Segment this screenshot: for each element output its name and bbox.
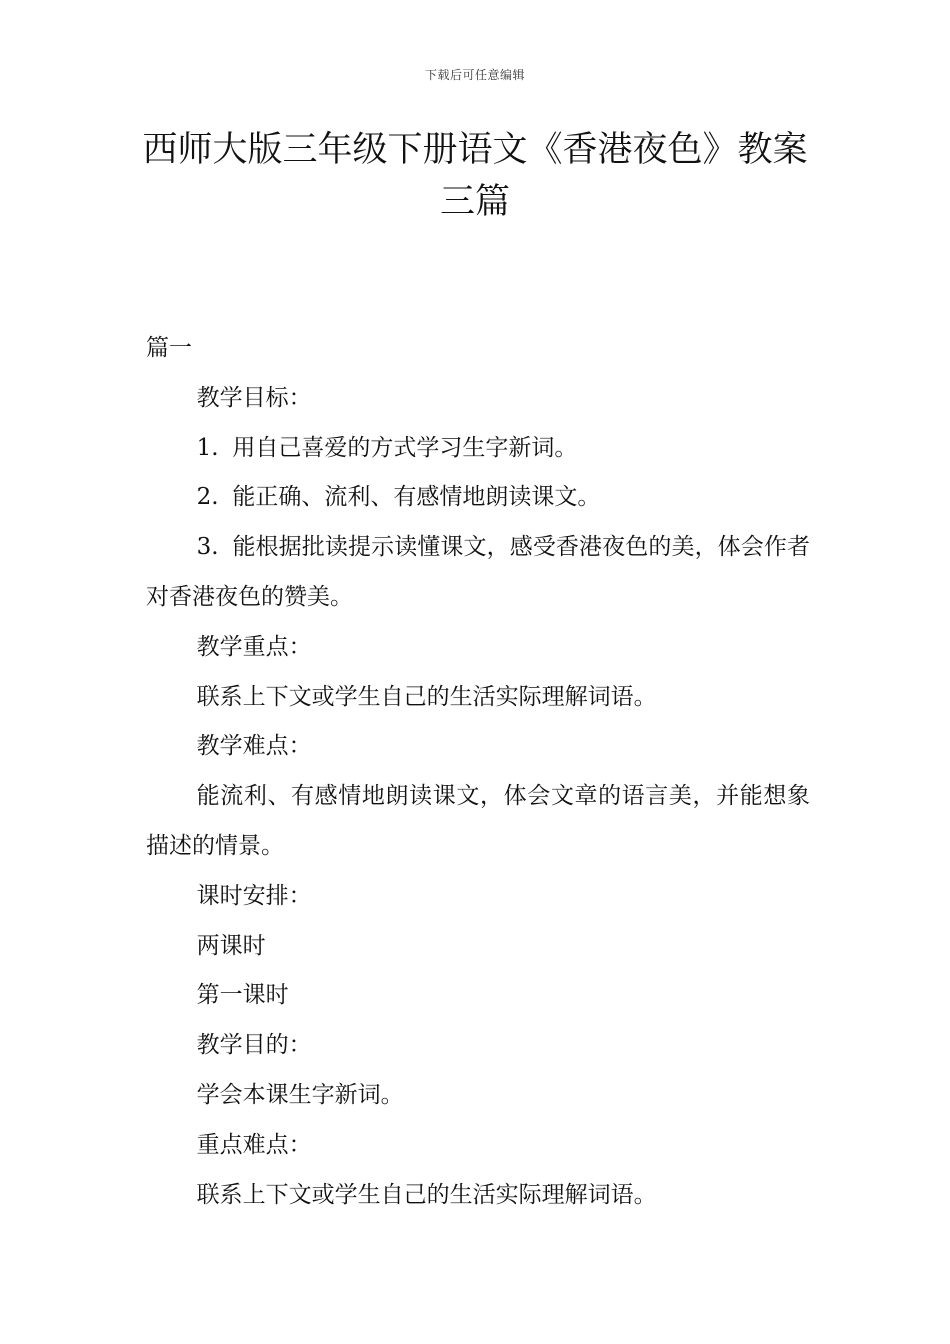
schedule-text: 两课时 — [196, 932, 266, 959]
difficulties-heading: 教学难点： — [196, 733, 312, 760]
objectives-heading: 教学目标： — [196, 384, 312, 411]
objective-item — [146, 424, 810, 474]
objective-number: 3. — [196, 534, 219, 561]
objective-text: 能正确、流利、有感情地朗读课文。 — [232, 484, 601, 511]
key-points-text: 联系上下文或学生自己的生活实际理解词语。 — [196, 683, 657, 710]
difficulties-text: 能流利、有感情地朗读课文，体会文章的语言美，并能想象描述的情景。 — [146, 783, 810, 859]
lesson-one-heading: 第一课时 — [196, 982, 289, 1009]
objective-text: 能根据批读提示读懂课文，感受香港夜色的美，体会作者对香港夜色的赞美。 — [146, 534, 810, 610]
objective-item — [146, 523, 810, 623]
focus-heading: 重点难点： — [196, 1131, 312, 1158]
focus-text: 联系上下文或学生自己的生活实际理解词语。 — [196, 1181, 657, 1208]
schedule-heading: 课时安排： — [196, 882, 312, 909]
objective-number: 1. — [196, 434, 219, 461]
purpose-text: 学会本课生字新词。 — [196, 1081, 404, 1108]
header-note: 下载后可任意编辑 — [424, 68, 525, 82]
objective-item — [146, 473, 810, 523]
objective-number: 2. — [196, 484, 219, 511]
document-body — [146, 324, 810, 1220]
document-title: 西师大版三年级下册语文《香港夜色》教案三篇 — [142, 130, 808, 222]
section-label: 篇一 — [146, 335, 192, 361]
objective-text: 用自己喜爱的方式学习生字新词。 — [232, 434, 578, 461]
key-points-heading: 教学重点： — [196, 633, 312, 660]
purpose-heading: 教学目的： — [196, 1032, 312, 1059]
